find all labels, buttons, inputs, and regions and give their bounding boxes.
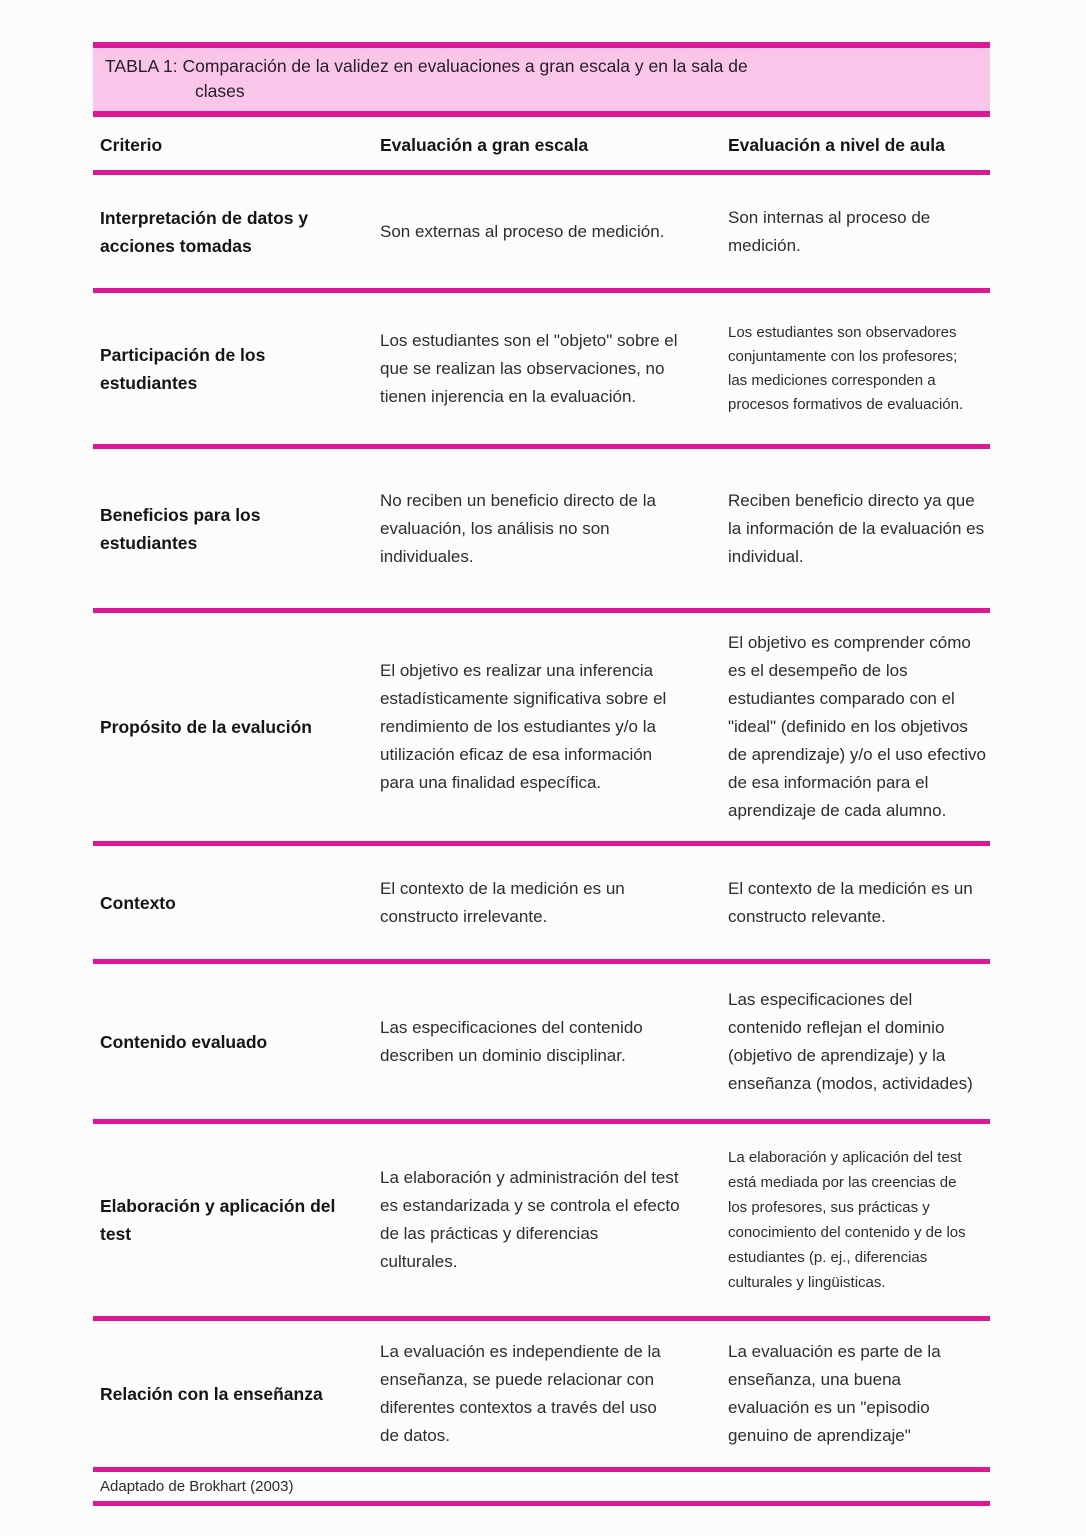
- criterion-cell: Contexto: [100, 892, 176, 913]
- criterion-cell: Elaboración y aplicación del test: [100, 1196, 336, 1244]
- criterion-cell: Propósito de la evalución: [100, 717, 312, 737]
- comparison-table: [93, 42, 990, 1506]
- classroom-cell: Son internas al proceso de medición.: [728, 207, 931, 255]
- table-row-interpretacion: [93, 175, 990, 288]
- table-title-line-2: clases: [195, 81, 245, 101]
- table-row-relacion: [93, 1321, 990, 1467]
- criterion-cell: Participación de los estudiantes: [100, 344, 266, 393]
- column-header-criterio: Criterio: [100, 135, 163, 155]
- table-row-proposito: [93, 613, 990, 841]
- large-scale-cell: Son externas al proceso de medición.: [380, 221, 665, 241]
- classroom-cell: Los estudiantes son observadores conjuntamente con los profesores; las mediciones corresponden a procesos formativos de evaluación.: [728, 323, 964, 413]
- criterion-cell: Contenido evaluado: [100, 1031, 268, 1052]
- footer-bottom-divider: [93, 1501, 990, 1506]
- large-scale-cell: Las especificaciones del contenido describen un dominio disciplinar.: [380, 1017, 643, 1065]
- table-header-row: [93, 117, 990, 170]
- table-row-participacion: [93, 293, 990, 444]
- column-header-gran-escala: Evaluación a gran escala: [380, 135, 589, 155]
- criterion-cell: Interpretación de datos y acciones tomadas: [100, 207, 309, 256]
- large-scale-cell: La evaluación es independiente de la enseñanza, se puede relacionar con diferentes contextos a través del uso de datos.: [380, 1342, 661, 1445]
- large-scale-cell: No reciben un beneficio directo de la evaluación, los análisis no son individuales.: [380, 490, 656, 566]
- criterion-cell: Beneficios para los estudiantes: [100, 504, 261, 553]
- classroom-cell: La evaluación es parte de la enseñanza, una buena evaluación es un "episodio genuino de aprendizaje": [728, 1342, 941, 1445]
- criterion-cell: Relación con la enseñanza: [100, 1384, 323, 1404]
- classroom-cell: El objetivo es comprender cómo es el desempeño de los estudiantes comparado con el "ideal" (definido en los objetivos de aprendizaje) y/o el uso efectivo de esa información para el aprendizaje de cada alumno.: [728, 633, 986, 820]
- classroom-cell: El contexto de la medición es un constructo relevante.: [728, 878, 973, 926]
- classroom-cell: Reciben beneficio directo ya que la información de la evaluación es individual.: [728, 490, 985, 566]
- large-scale-cell: El contexto de la medición es un constructo irrelevante.: [380, 878, 625, 926]
- table-row-contexto: [93, 846, 990, 959]
- large-scale-cell: La elaboración y administración del test es estandarizada y se controla el efecto de las prácticas y diferencias culturales.: [380, 1168, 680, 1271]
- large-scale-cell: El objetivo es realizar una inferencia estadísticamente significativa sobre el rendimiento de los estudiantes y/o la utilización eficaz de esa información para una finalidad específica.: [380, 661, 667, 792]
- table-source-note: Adaptado de Brokhart (2003): [100, 1478, 294, 1495]
- classroom-cell: Las especificaciones del contenido reflejan el dominio (objetivo de aprendizaje) y la enseñanza (modos, actividades): [728, 989, 973, 1093]
- table-row-contenido: [93, 964, 990, 1119]
- table-title-bar: [93, 42, 990, 117]
- table-row-elaboracion: [93, 1124, 990, 1316]
- large-scale-cell: Los estudiantes son el "objeto" sobre el que se realizan las observaciones, no tienen injerencia en la evaluación.: [380, 330, 678, 406]
- table-row-beneficios: [93, 449, 990, 608]
- column-header-nivel-aula: Evaluación a nivel de aula: [728, 135, 945, 155]
- table-title-line-1: TABLA 1: Comparación de la validez en evaluaciones a gran escala y en la sala de: [105, 56, 748, 76]
- classroom-cell: La elaboración y aplicación del test está mediada por las creencias de los profesores, sus prácticas y conocimiento del contenido y de los estudiantes (p. ej., diferencias culturales y lingüisticas.: [728, 1149, 966, 1291]
